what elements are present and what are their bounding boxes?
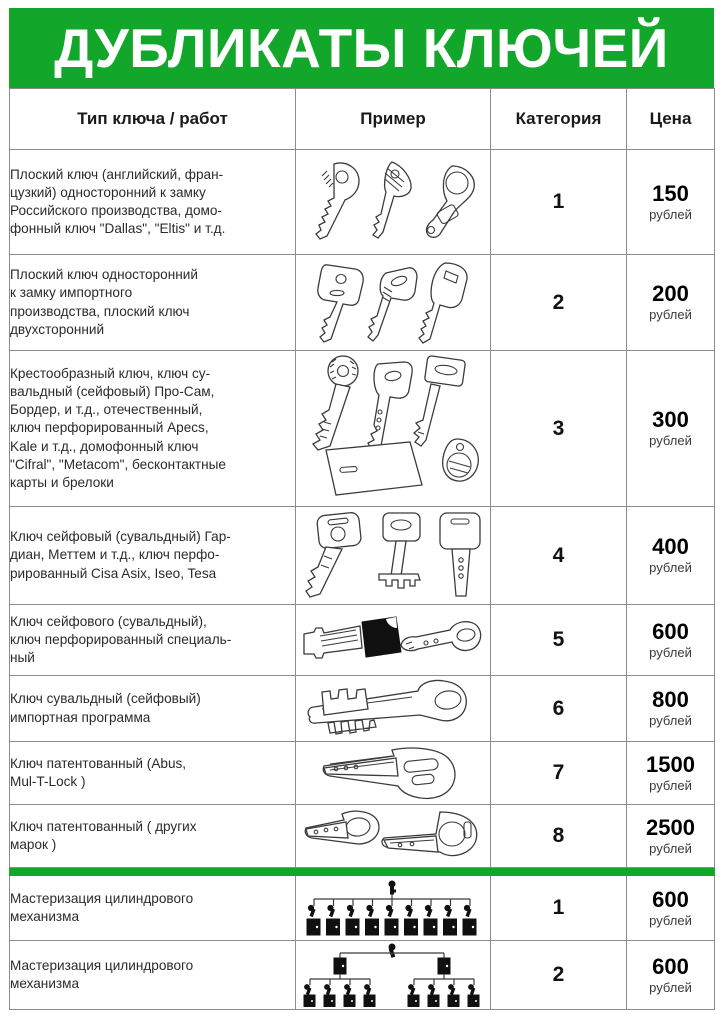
table-row [10, 876, 715, 941]
desc-line: Плоский ключ односторонний [10, 267, 198, 283]
price-unit: рублей [649, 979, 692, 995]
masterkey-diagram-two-level-icon [300, 943, 486, 1007]
price-unit: рублей [649, 912, 692, 928]
price-amount: 400 [652, 534, 689, 560]
row-price [627, 150, 715, 255]
flat-keys-group-icon [300, 154, 486, 250]
desc-line: фонный ключ "Dallas", "Eltis" и т.д. [10, 221, 226, 237]
row-category: 1 [491, 876, 627, 941]
proximity-fob-icon [443, 439, 479, 481]
row-description [10, 805, 296, 868]
dallas-fob-key-icon [426, 166, 474, 237]
proximity-card-icon [326, 442, 422, 495]
cruciform-card-group-icon [300, 354, 486, 504]
desc-line: Мастеризация цилиндрового [10, 957, 194, 973]
desc-line: к замку импортного [10, 285, 133, 301]
table-row [10, 507, 715, 605]
desc-line: вальдный (сейфовый) Про-Сам, [10, 384, 215, 400]
row-description [10, 150, 296, 255]
price-unit: рублей [649, 644, 692, 660]
table-row [10, 351, 715, 507]
desc-line: марок ) [10, 837, 57, 852]
price-amount: 200 [652, 281, 689, 307]
safe-key-black-bit-icon [304, 617, 401, 658]
key-lock-pair [327, 905, 340, 935]
row-price [627, 676, 715, 742]
cruciform-key-icon [313, 356, 358, 450]
desc-line: Ключ сейфового (сувальдный), [10, 613, 207, 629]
price-unit: рублей [649, 713, 692, 729]
price-unit: рублей [649, 206, 692, 222]
flat-key-import-2-icon [368, 267, 417, 340]
section-divider-green [10, 868, 715, 876]
key-lock-pair [444, 905, 457, 935]
perforated-key-icon [368, 362, 412, 449]
price-amount: 2500 [646, 814, 695, 840]
price-amount: 300 [652, 407, 689, 433]
table-row [10, 676, 715, 742]
dimple-key-icon [306, 511, 362, 596]
key-lock-pair [366, 905, 379, 935]
desc-line: "Cifral", "Metacom", бесконтактные [10, 456, 226, 472]
desc-line: Ключ патентованный (Abus, [10, 755, 187, 771]
column-header-category: Категория [491, 89, 627, 150]
row-price [627, 507, 715, 605]
key-lock-pair [448, 985, 459, 1007]
column-header-type: Тип ключа / работ [10, 89, 296, 150]
desc-line: Российского производства, домо- [10, 203, 222, 218]
desc-line: ключ перфорированный Apecs, [10, 420, 209, 436]
divider-cell [627, 868, 715, 876]
row-example-illustration [296, 255, 491, 351]
key-lock-pair [405, 905, 418, 935]
divider-cell [296, 868, 491, 876]
row-price [627, 876, 715, 941]
desc-line: ключ перфорированный специаль- [10, 631, 232, 647]
key-lock-pair [344, 985, 355, 1007]
row-description [10, 351, 296, 507]
row-description [10, 941, 296, 1010]
special-perforated-key-icon [401, 622, 481, 651]
key-lock-pair [304, 985, 315, 1007]
row-category: 6 [491, 676, 627, 742]
price-unit: рублей [649, 560, 692, 576]
row-example-illustration [296, 605, 491, 676]
desc-line: двухсторонний [10, 321, 105, 337]
row-example-illustration [296, 351, 491, 507]
desc-line: производства, плоский ключ [10, 303, 190, 319]
desc-line: импортная программа [10, 709, 151, 725]
flat-key-double-sided-icon [419, 263, 467, 343]
patented-key-brand-a-icon [305, 811, 379, 844]
master-key-icon [389, 881, 396, 894]
row-description [10, 507, 296, 605]
desc-line: механизма [10, 976, 80, 991]
table-row [10, 805, 715, 868]
price-amount: 600 [652, 618, 689, 644]
desc-line: Ключ сувальдный (сейфовый) [10, 691, 201, 707]
key-lock-pair [463, 905, 476, 935]
perforated-key-dark-icon [440, 513, 480, 596]
table-row [10, 941, 715, 1010]
poster-title: ДУБЛИКАТЫ КЛЮЧЕЙ [54, 16, 669, 79]
patented-other-brands-icon [300, 806, 486, 866]
row-category: 4 [491, 507, 627, 605]
patented-key-brand-b-icon [382, 812, 477, 856]
special-safe-keys-group-icon [300, 608, 486, 672]
row-example-illustration [296, 805, 491, 868]
flat-key-round-head-icon [316, 163, 359, 239]
row-category: 2 [491, 941, 627, 1010]
desc-line: механизма [10, 909, 80, 924]
row-price [627, 805, 715, 868]
table-row [10, 255, 715, 351]
row-example-illustration [296, 150, 491, 255]
masterkey-diagram-one-level-icon [300, 879, 486, 937]
import-lever-safe-key-icon [300, 679, 486, 739]
desc-line: ный [10, 650, 35, 666]
column-header-example: Пример [296, 89, 491, 150]
row-description [10, 742, 296, 805]
desc-line: Бордер, и т.д., отечественный, [10, 402, 203, 418]
row-price [627, 605, 715, 676]
row-description [10, 605, 296, 676]
row-category: 1 [491, 150, 627, 255]
grand-master-key-icon [389, 944, 395, 957]
row-example-illustration [296, 876, 491, 941]
price-unit: рублей [649, 777, 692, 793]
price-amount: 600 [652, 953, 689, 979]
price-amount: 800 [652, 687, 689, 713]
safe-keys-group-icon [300, 510, 486, 602]
import-flat-keys-group-icon [300, 259, 486, 347]
price-amount: 1500 [646, 751, 695, 777]
table-header-row [10, 89, 715, 150]
table-row [10, 605, 715, 676]
row-category: 5 [491, 605, 627, 676]
key-lock-pair [428, 985, 439, 1007]
row-example-illustration [296, 941, 491, 1010]
price-table [9, 88, 715, 1010]
row-price [627, 351, 715, 507]
lever-safe-key-icon [414, 355, 466, 446]
desc-line: карты и брелоки [10, 474, 114, 490]
key-lock-pair [364, 985, 375, 1007]
desc-line: цузкий) односторонний к замку [10, 184, 206, 200]
lever-key-gardian-icon [379, 513, 420, 588]
row-description [10, 676, 296, 742]
desc-line: Крестообразный ключ, ключ су- [10, 366, 211, 382]
table-row [10, 150, 715, 255]
patented-abus-key-icon [300, 744, 486, 802]
row-category: 7 [491, 742, 627, 805]
key-lock-pair [346, 905, 359, 935]
desc-line: Ключ сейфовый (сувальдный) Гар- [10, 529, 231, 545]
key-lock-pair [408, 985, 419, 1007]
row-example-illustration [296, 742, 491, 805]
sub-master-lock [438, 958, 450, 974]
divider-cell [491, 868, 627, 876]
desc-line: диан, Меттем и т.д., ключ перфо- [10, 547, 220, 563]
flat-key-import-1-icon [318, 264, 363, 341]
desc-line: Mul-T-Lock ) [10, 774, 86, 789]
price-amount: 150 [652, 180, 689, 206]
key-lock-pair [324, 985, 335, 1007]
column-header-price: Цена [627, 89, 715, 150]
divider-cell [10, 868, 296, 876]
row-price [627, 742, 715, 805]
desc-line: Плоский ключ (английский, фран- [10, 166, 224, 182]
key-lock-pair [424, 905, 437, 935]
key-lock-pair [385, 905, 398, 935]
row-example-illustration [296, 507, 491, 605]
key-lock-pair [468, 985, 479, 1007]
price-unit: рублей [649, 433, 692, 449]
sub-master-lock [334, 958, 346, 974]
poster-banner [9, 8, 714, 88]
row-category: 2 [491, 255, 627, 351]
row-example-illustration [296, 676, 491, 742]
desc-line: рированный Cisa Asix, Iseo, Tesa [10, 565, 217, 581]
desc-line: Ключ патентованный ( других [10, 818, 197, 834]
row-price [627, 941, 715, 1010]
price-amount: 600 [652, 886, 689, 912]
table-row [10, 742, 715, 805]
key-lock-pair [307, 905, 320, 935]
price-unit: рублей [649, 307, 692, 323]
desc-line: Kale и т.д., домофонный ключ [10, 438, 199, 454]
row-price [627, 255, 715, 351]
desc-line: Мастеризация цилиндрового [10, 890, 194, 906]
row-category: 3 [491, 351, 627, 507]
flat-key-teardrop-head-icon [373, 162, 411, 238]
row-category: 8 [491, 805, 627, 868]
row-description [10, 876, 296, 941]
row-description [10, 255, 296, 351]
price-unit: рублей [649, 840, 692, 856]
